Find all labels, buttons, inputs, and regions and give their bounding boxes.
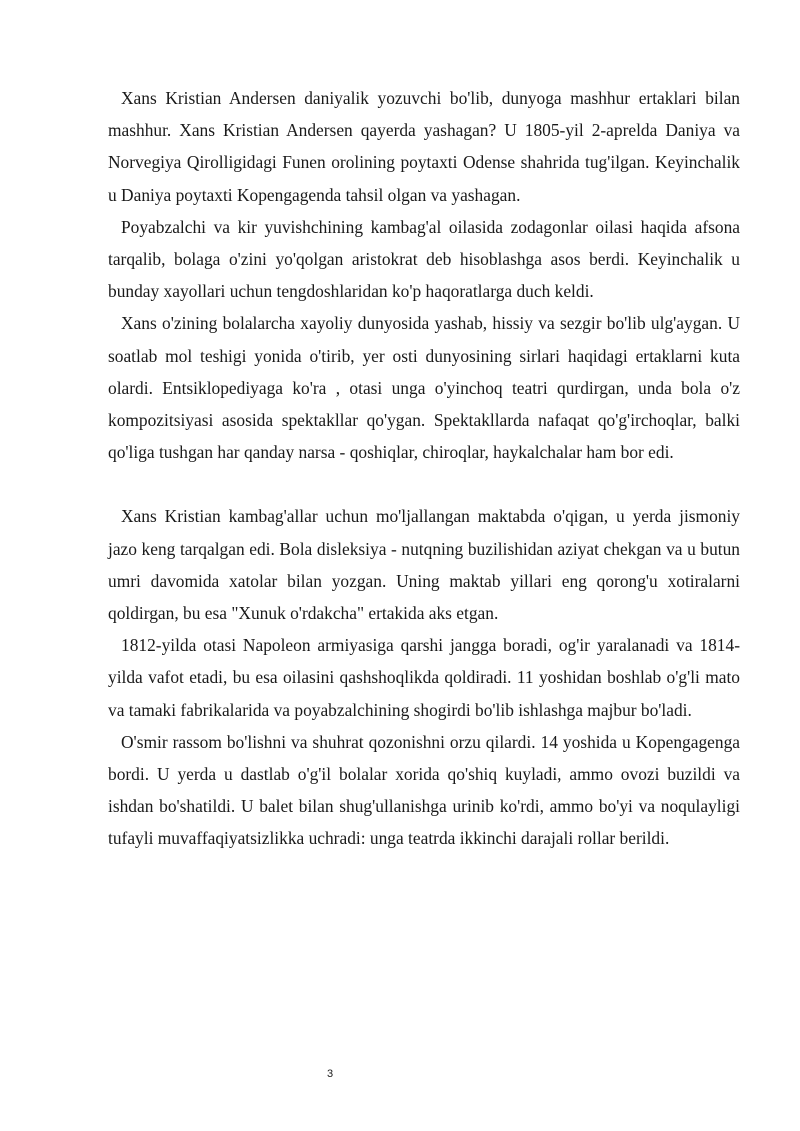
paragraph-birth: Xans Kristian Andersen daniyalik yozuvchi bo'lib, dunyoga mashhur ertaklari bilan mashhur. Xans Kristian Andersen qayerda yashagan? U 1805-yil 2-aprelda Daniya va Norvegiya Qirolligidagi Funen orolining poytaxti Odense shahrida tug'ilgan. Keyinchalik u Daniya poytaxti Kopengagenda tahsil olgan va yashagan. <box>108 88 740 205</box>
paragraph-family-legend: Poyabzalchi va kir yuvishchining kambag'al oilasida zodagonlar oilasi haqida afsona tarqalib, bolaga o'zini yo'qolgan aristokrat deb hisoblashga asos berdi. Keyinchalik u bunday xayollari uchun tengdoshlaridan ko'p haqoratlarga duch keldi. <box>108 216 740 302</box>
paragraph-school: Xans Kristian kambag'allar uchun mo'ljallangan maktabda o'qigan, u yerda jismoniy jazo keng tarqalgan edi. Bola disleksiya - nutqning buzilishidan aziyat chekgan va u butun umri davomida xatolar bilan yozgan. Uning maktab yillari eng qorong'u xotiralarni qoldirgan, bu esa "Xunuk o'rdakcha" ertakida aks etgan. <box>108 506 740 624</box>
paragraph-copenhagen: O'smir rassom bo'lishni va shuhrat qozonishni orzu qilardi. 14 yoshida u Kopengagenga bordi. U yerda u dastlab o'g'il bolalar xorida qo'shiq kuyladi, ammo ovozi buzildi va ishdan bo'shatildi. U balet bilan shug'ullanishga urinib ko'rdi, ammo bo'yi va noqulayligi tufayli muvaffaqiyatsizlikka uchradi: unga teatrda ikkinchi darajali rollar berildi. <box>108 731 740 849</box>
paragraph-father: 1812-yilda otasi Napoleon armiyasiga qarshi jangga boradi, og'ir yaralanadi va 1814-yilda vafot etadi, bu esa oilasini qashshoqlikda qoldiradi. 11 yoshidan boshlab o'g'li mato va tamaki fabrikalarida va poyabzalchining shogirdi bo'lib ishlashga majbur bo'ladi. <box>108 635 740 720</box>
page-number: 3 <box>326 1068 334 1080</box>
document-body <box>108 82 740 855</box>
paragraph-gap <box>108 468 740 500</box>
paragraph-childhood: Xans o'zining bolalarcha xayoliy dunyosida yashab, hissiy va sezgir bo'lib ulg'aygan. U soatlab mol teshigi yonida o'tirib, yer osti dunyosining sirlari haqidagi ertaklarni kuta olardi. Entsiklopediyaga ko'ra , otasi unga o'yinchoq teatri qurdirgan, unda bola o'z kompozitsiyasi asosida spektakllar qo'ygan. Spektakllarda nafaqat qo'g'irchoqlar, balki qo'liga tushgan har qanday narsa - qoshiqlar, chiroqlar, haykalchalar ham bor edi. <box>108 313 740 463</box>
